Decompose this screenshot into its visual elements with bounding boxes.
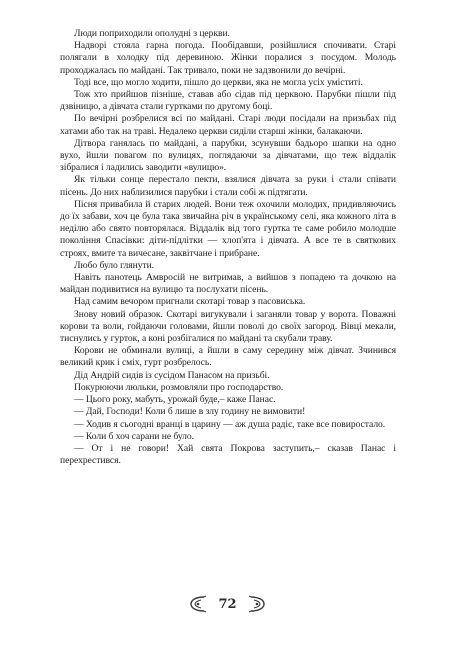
paragraph: — От і не говори! Хай свята Покрова заступить,– сказав Панас і перехрестився.	[60, 442, 396, 467]
paragraph: Люди поприходили ополудні з церкви.	[74, 28, 230, 39]
paragraph: Над самим вечором пригнали скотарі товар з пасовиська.	[74, 296, 306, 308]
paragraph: Дід Андрій сидів із сусідом Панасом на призьбі.	[74, 369, 270, 381]
paragraph: Навіть панотець Амвросій не витримав, а вийшов з попадею та дочкою на майдан подивитися на вулицю та послухати пісень.	[60, 272, 396, 296]
right-ornament-icon	[247, 593, 269, 615]
paragraph: Надворі стояла гарна погода. Пообідавши, розійшлися спочивати. Старі полягали в холодку під деревиною. Жінки поралися з посудом. Молодь проходжалась по майдані. Так тривало, поки не задзвонили до вечірні.	[60, 40, 396, 76]
paragraph: Пісня привабила й старих людей. Вони теж охочили молодих, придивляючись до їх забави, хоч це була така звичайна річ в українському селі, яка кожного літа в неділю або свято повторялася. Віддалік від того гуртка те саме робило молодше покоління Спасівки: діти-підлітки — хлоп'ята і дівчата. А все те в святкових строях, вмите та вичесане, заквітчане і прибране.	[60, 198, 396, 259]
paragraph: — Цього року, мабуть, урожай буде,– каже Панас.	[74, 394, 276, 406]
paragraph: Дітвора ганялась по майдані, а парубки, зсунувши бадьоро шапки на одно вухо, йшли повагом по вулицях, поглядаючи за дівчатами, що теж віддалік зібралися і ладились заводити «вулицю».	[60, 137, 396, 174]
page-number: 72	[218, 596, 237, 612]
paragraph: — Ходив я сьогодні вранці в царину — аж душа радіє, таке все повиростало.	[74, 418, 386, 430]
paragraph: Тож хто прийшов пізніше, ставав або сідав під церквою. Парубки пішли під дзвіницю, а дівчата стали гуртками по другому боці.	[60, 89, 396, 113]
paragraph: — Коли б хоч сарани не було.	[74, 430, 195, 442]
paragraph: Корови не обминали вулиці, а йшли в саму середину між дівчат. Зчинився великий крик і сміх, гурт розбрелось.	[60, 345, 396, 369]
left-ornament-icon	[186, 593, 208, 615]
paragraph: Покурюючи люльки, розмовляли про господарство.	[74, 381, 284, 393]
paragraph: По вечірні розбрелися всі по майдані. Старі люди посідали на призьбах під хатами або так на траві. Недалеко церкви сиділи старші жінки, балакаючи.	[60, 113, 396, 137]
paragraph: Любо було глянути.	[74, 259, 155, 271]
paragraph: Знову новий образок. Скотарі вигукували і заганяли товар у ворота. Поважні корови та воли, гойдаючи головами, йшли поволі до своїх загород. Вівці мекали, тиснулись у гурток, а коні розбігалися по майдані та скубали траву.	[60, 308, 396, 345]
paragraph: Як тільки сонце перестало пекти, взялися дівчата за руки і стали співати пісень. До них наблизилися парубки і стали собі ж підтягати.	[60, 174, 396, 198]
paragraph: Тоді все, що могло ходити, пішло до церкви, яка не могла усіх уміститі.	[74, 76, 363, 88]
paragraph: — Дай, Господи! Коли б лише в злу годину не вимовити!	[74, 406, 306, 418]
body-text	[60, 28, 396, 467]
page-footer	[0, 589, 455, 619]
